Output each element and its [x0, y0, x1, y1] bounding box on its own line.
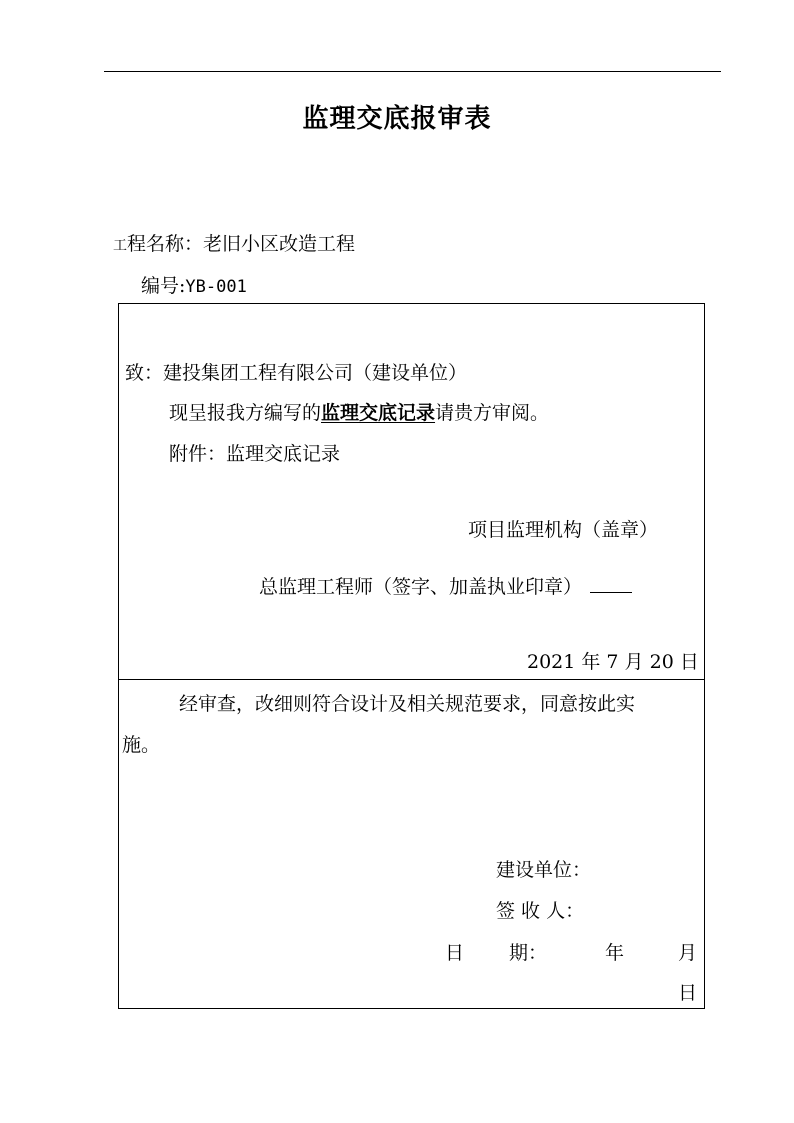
top-rule [104, 71, 721, 72]
form-table [118, 303, 705, 1009]
construction-unit-label: 建设单位： [496, 859, 592, 881]
page-title: 监理交底报审表 [302, 104, 492, 134]
code-line [141, 271, 247, 298]
attachment: 附件：监理交底记录 [169, 443, 341, 465]
code-label: 编号: [141, 275, 186, 297]
review-date-month: 月 [678, 942, 698, 964]
submission-body [169, 398, 549, 425]
receiver-label: 签 收 人： [496, 900, 585, 922]
body-prefix: 现呈报我方编写的 [169, 402, 322, 424]
addressee: 致：建投集团工程有限公司（建设单位） [125, 362, 468, 384]
org-stamp: 项目监理机构（盖章） [468, 519, 659, 541]
project-label: 程名称： [127, 233, 204, 255]
review-date-day: 日 [678, 982, 698, 1004]
submission-date: 2021 年 7 月 20 日 [527, 651, 699, 673]
body-highlight: 监理交底记录 [321, 402, 436, 424]
review-date-label-qi: 期： [509, 942, 548, 964]
code-value: YB-001 [185, 277, 247, 297]
review-comment-line1: 经审查，改细则符合设计及相关规范要求，同意按此实 [179, 693, 636, 715]
chief-engineer-label: 总监理工程师（签字、加盖执业印章） [259, 576, 583, 598]
body-suffix: 请贵方审阅。 [435, 402, 550, 424]
project-name: 老旧小区改造工程 [203, 233, 356, 255]
project-name-line [113, 229, 355, 256]
chief-engineer-signature [259, 572, 632, 599]
section-divider [119, 679, 704, 680]
review-comment-line2: 施。 [122, 734, 161, 756]
review-date-label-day: 日 [445, 942, 465, 964]
signature-blank [590, 576, 632, 593]
review-date-year: 年 [605, 942, 625, 964]
project-label-prefix: 工 [113, 238, 127, 254]
